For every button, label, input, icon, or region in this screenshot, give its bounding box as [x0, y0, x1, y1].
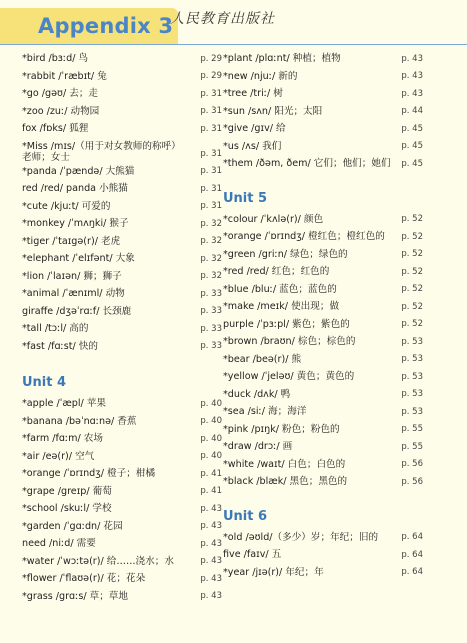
vocab-entry-text: *go /gəʊ/ 去；走 [22, 88, 99, 99]
vocab-entry-page: p. 31 [200, 201, 222, 211]
vocab-entry [223, 103, 423, 121]
vocab-entry-page: p. 53 [401, 336, 423, 347]
vocab-entry-page: p. 33 [200, 323, 222, 334]
unit-4-heading: Unit 4 [22, 375, 67, 390]
vocab-entry-text: *grape /greɪp/ 葡萄 [22, 485, 112, 497]
vocab-entry [223, 50, 423, 68]
vocab-entry-page: p. 43 [200, 591, 222, 601]
vocab-entry-page: p. 32 [200, 271, 222, 281]
vocab-entry-page: p. 52 [401, 319, 423, 329]
vocab-entry [223, 403, 423, 421]
vocab-entry-text: *sun /sʌn/ 阳光；太阳 [223, 105, 323, 117]
vocab-entry-page: p. 45 [401, 141, 423, 151]
vocab-entry-page: p. 64 [401, 532, 423, 542]
vocab-entry-page: p. 52 [401, 214, 423, 224]
vocab-entry-page: p. 33 [200, 288, 222, 299]
vocab-entry-page: p. 52 [401, 266, 423, 277]
vocab-entry [223, 473, 423, 491]
vocab-entry [223, 386, 423, 404]
vocab-list-unit5 [223, 211, 423, 491]
page-title: Appendix 3 [38, 14, 174, 38]
vocab-entry [22, 500, 222, 518]
vocab-entry [22, 250, 222, 268]
vocab-entry-page: p. 45 [401, 123, 423, 134]
vocab-list-unit4 [22, 395, 222, 605]
vocab-entry [22, 338, 222, 356]
right-column [223, 50, 423, 581]
vocab-entry-text: *orange /ˈɒrɪndʒ/ 橙子；柑橘 [22, 468, 156, 479]
vocab-entry-text: *them /ðəm, ðem/ 它们；他们；她们 [223, 158, 391, 169]
vocab-entry-text: *red /red/ 红色；红色的 [223, 266, 330, 277]
publisher-logo: 人民教育出版社 [170, 11, 275, 27]
vocab-entry-text: *banana /bəˈnɑːnə/ 香蕉 [22, 415, 137, 427]
vocab-entry [223, 438, 423, 456]
vocab-entry-text: *rabbit /ˈræbɪt/ 兔 [22, 70, 107, 82]
vocab-entry [223, 546, 423, 564]
vocab-entry-page: p. 32 [200, 236, 222, 246]
vocab-entry [22, 430, 222, 448]
vocab-entry-text: *tree /triː/ 树 [223, 88, 283, 99]
vocab-entry-page: p. 33 [200, 341, 222, 351]
vocab-entry [22, 588, 222, 606]
vocab-entry [22, 483, 222, 501]
vocab-entry-text: *white /waɪt/ 白色；白色的 [223, 458, 346, 470]
vocab-entry [223, 564, 423, 582]
vocab-entry [22, 285, 222, 303]
vocab-entry-text: *panda /ˈpændə/ 大熊猫 [22, 165, 135, 177]
vocab-entry-text: *orange /ˈɒrɪndʒ/ 橙红色；橙红色的 [223, 231, 385, 242]
vocab-entry-text: *lion /ˈlaɪən/ 狮；狮子 [22, 270, 122, 282]
vocab-entry-text: *make /meɪk/ 使出现；做 [223, 301, 340, 312]
vocab-entry-page: p. 40 [200, 433, 222, 444]
vocab-entry [22, 448, 222, 466]
vocab-entry-text: *school /skuːl/ 学校 [22, 503, 112, 514]
vocab-entry-text: *bird /bɜːd/ 鸟 [22, 53, 89, 64]
left-column [22, 50, 222, 605]
vocab-entry [223, 228, 423, 246]
vocab-entry-text: *give /gɪv/ 给 [223, 123, 286, 134]
vocab-entry [223, 263, 423, 281]
vocab-entry-page: p. 43 [200, 538, 222, 549]
vocab-entry-text: *tall /tɔːl/ 高的 [22, 323, 89, 334]
vocab-entry [22, 553, 222, 571]
vocab-entry-text: *air /eə(r)/ 空气 [22, 450, 95, 462]
vocab-entry-page: p. 43 [401, 53, 423, 64]
unit-6-heading: Unit 6 [223, 508, 268, 524]
vocab-entry [22, 163, 222, 181]
vocab-entry [223, 246, 423, 264]
vocab-entry-text: *flower /ˈflaʊə(r)/ 花；花朵 [22, 573, 146, 584]
vocab-entry [223, 333, 423, 351]
vocab-entry-text: *water /ˈwɔːtə(r)/ 给……浇水；水 [22, 555, 174, 567]
vocab-entry-page: p. 32 [200, 218, 222, 229]
vocab-entry-page: p. 31 [200, 106, 222, 116]
vocab-entry [223, 456, 423, 474]
vocab-entry-text: *new /njuː/ 新的 [223, 70, 298, 82]
header-divider [0, 44, 467, 45]
vocab-entry-page: p. 44 [401, 106, 423, 116]
vocab-entry [223, 85, 423, 103]
vocab-entry-text: purple /ˈpɜːpl/ 紫色；紫色的 [223, 318, 350, 330]
vocab-entry-page: p. 56 [401, 459, 423, 469]
vocab-entry-page: p. 55 [401, 441, 423, 452]
vocab-entry [22, 320, 222, 338]
vocab-entry [223, 68, 423, 86]
vocab-entry-page: p. 29 [200, 53, 222, 64]
vocab-entry-text: *fast /fɑːst/ 快的 [22, 340, 99, 352]
vocab-list-unit3 [22, 50, 222, 355]
vocab-entry-text: *yellow /ˈjeləʊ/ 黄色；黄色的 [223, 371, 355, 382]
vocab-entry-text: *grass /grɑːs/ 草；草地 [22, 590, 128, 602]
vocab-entry-page: p. 43 [401, 71, 423, 81]
vocab-entry [22, 103, 222, 121]
vocab-entry-text: need /niːd/ 需要 [22, 538, 96, 549]
vocab-entry-text: *year /jɪə(r)/ 年纪；年 [223, 566, 324, 578]
vocab-entry-text: *colour /ˈkʌlə(r)/ 颜色 [223, 213, 324, 225]
vocab-entry-page: p. 41 [200, 468, 222, 479]
vocab-entry [22, 413, 222, 431]
vocab-entry-page: p. 64 [401, 549, 423, 560]
vocab-entry [22, 268, 222, 286]
vocab-entry-page: p. 53 [401, 371, 423, 382]
vocab-list-unit6 [223, 529, 423, 582]
vocab-entry-text: *farm /fɑːm/ 农场 [22, 433, 103, 444]
vocab-entry [22, 395, 222, 413]
vocab-entry-text: *duck /dʌk/ 鸭 [223, 388, 291, 400]
vocab-entry-page: p. 43 [200, 573, 222, 584]
vocab-entry-page: p. 32 [200, 253, 222, 264]
vocab-entry-page: p. 56 [401, 476, 423, 487]
vocab-entry-text: *garden /ˈgɑːdn/ 花园 [22, 520, 123, 532]
vocab-entry-page: p. 31 [200, 88, 222, 99]
vocab-entry-page: p. 53 [401, 354, 423, 364]
vocab-entry-page: p. 43 [200, 521, 222, 531]
vocab-entry [223, 298, 423, 316]
vocab-entry-page: p. 40 [200, 416, 222, 426]
vocab-entry [223, 368, 423, 386]
vocab-entry [22, 120, 222, 138]
vocab-entry-page: p. 31 [200, 166, 222, 176]
vocab-entry-text: giraffe /dʒəˈrɑːf/ 长颈鹿 [22, 305, 132, 317]
vocab-entry-text: *zoo /zuː/ 动物园 [22, 105, 100, 117]
vocab-entry-text: *brown /braʊn/ 棕色；棕色的 [223, 336, 356, 347]
vocab-entry [223, 138, 423, 156]
vocab-entry [22, 303, 222, 321]
vocab-entry-text: *cute /kjuːt/ 可爱的 [22, 200, 111, 212]
vocab-entry-page: p. 31 [200, 123, 222, 134]
unit-5-heading: Unit 5 [223, 190, 268, 206]
vocab-entry [22, 233, 222, 251]
vocab-entry [223, 529, 423, 547]
vocab-entry-text: fox /fɒks/ 狐狸 [22, 123, 89, 134]
vocab-entry [22, 535, 222, 553]
vocab-entry-page: p. 52 [401, 301, 423, 312]
vocab-entry-page: p. 40 [200, 398, 222, 409]
vocab-entry-page: p. 41 [200, 486, 222, 496]
vocab-entry-text: *old /əʊld/（多少）岁；年纪；旧的 [223, 531, 379, 543]
vocab-list-unit4-cont [223, 50, 423, 173]
vocab-entry [22, 465, 222, 483]
vocab-entry-text: *apple /ˈæpl/ 苹果 [22, 398, 106, 409]
vocab-entry [22, 68, 222, 86]
vocab-entry-page: p. 33 [200, 306, 222, 316]
vocab-entry-page: p. 31 [200, 148, 222, 159]
vocab-entry-text: five /faɪv/ 五 [223, 549, 282, 560]
vocab-entry-text: *elephant /ˈelɪfənt/ 大象 [22, 253, 135, 264]
vocab-entry-page: p. 52 [401, 284, 423, 294]
vocab-entry [223, 351, 423, 369]
vocab-entry [223, 316, 423, 334]
vocab-entry [22, 570, 222, 588]
vocab-entry-text: *draw /drɔː/ 画 [223, 441, 293, 452]
vocab-entry [22, 198, 222, 216]
vocab-entry-page: p. 29 [200, 71, 222, 81]
vocab-entry [22, 50, 222, 68]
vocab-entry-text: *tiger /ˈtaɪgə(r)/ 老虎 [22, 235, 121, 247]
vocab-entry-page: p. 40 [200, 451, 222, 461]
vocab-entry [223, 211, 423, 229]
vocab-entry-page: p. 31 [200, 183, 222, 194]
vocab-entry-page: p. 43 [200, 556, 222, 566]
vocab-entry-page: p. 52 [401, 249, 423, 259]
vocab-entry-text: red /red/ panda 小熊猫 [22, 183, 128, 194]
vocab-entry [223, 155, 423, 173]
vocab-entry-page: p. 43 [200, 503, 222, 514]
vocab-entry [223, 120, 423, 138]
vocab-entry-text: *animal /ˈænɪml/ 动物 [22, 288, 125, 299]
vocab-entry-text: *blue /bluː/ 蓝色；蓝色的 [223, 283, 337, 295]
vocab-entry-text: *plant /plɑːnt/ 种植；植物 [223, 53, 341, 64]
vocab-entry-text: *sea /siː/ 海；海洋 [223, 406, 307, 417]
vocab-entry [22, 138, 222, 163]
vocab-entry-text: *green /griːn/ 绿色；绿色的 [223, 248, 348, 260]
vocab-entry-page: p. 52 [401, 231, 423, 242]
vocab-entry [22, 215, 222, 233]
vocab-entry-page: p. 64 [401, 567, 423, 577]
vocab-entry-text: *us /ʌs/ 我们 [223, 140, 282, 152]
vocab-entry-page: p. 55 [401, 424, 423, 434]
vocab-entry-text: *monkey /ˈmʌŋki/ 猴子 [22, 218, 129, 229]
vocab-entry-page: p. 43 [401, 88, 423, 99]
vocab-entry-text: *pink /pɪŋk/ 粉色；粉色的 [223, 423, 340, 435]
vocab-entry [223, 421, 423, 439]
vocab-entry [22, 518, 222, 536]
vocab-entry-text: *Miss /mɪs/（用于对女教师的称呼）老师；女士 [22, 140, 181, 163]
vocab-entry [22, 180, 222, 198]
vocab-entry-page: p. 45 [401, 158, 423, 169]
vocab-entry-page: p. 53 [401, 406, 423, 417]
vocab-entry [223, 281, 423, 299]
vocab-entry-page: p. 53 [401, 389, 423, 399]
vocab-entry [22, 85, 222, 103]
vocab-entry-text: *bear /beə(r)/ 熊 [223, 353, 302, 365]
vocab-entry-text: *black /blæk/ 黑色；黑色的 [223, 476, 348, 487]
